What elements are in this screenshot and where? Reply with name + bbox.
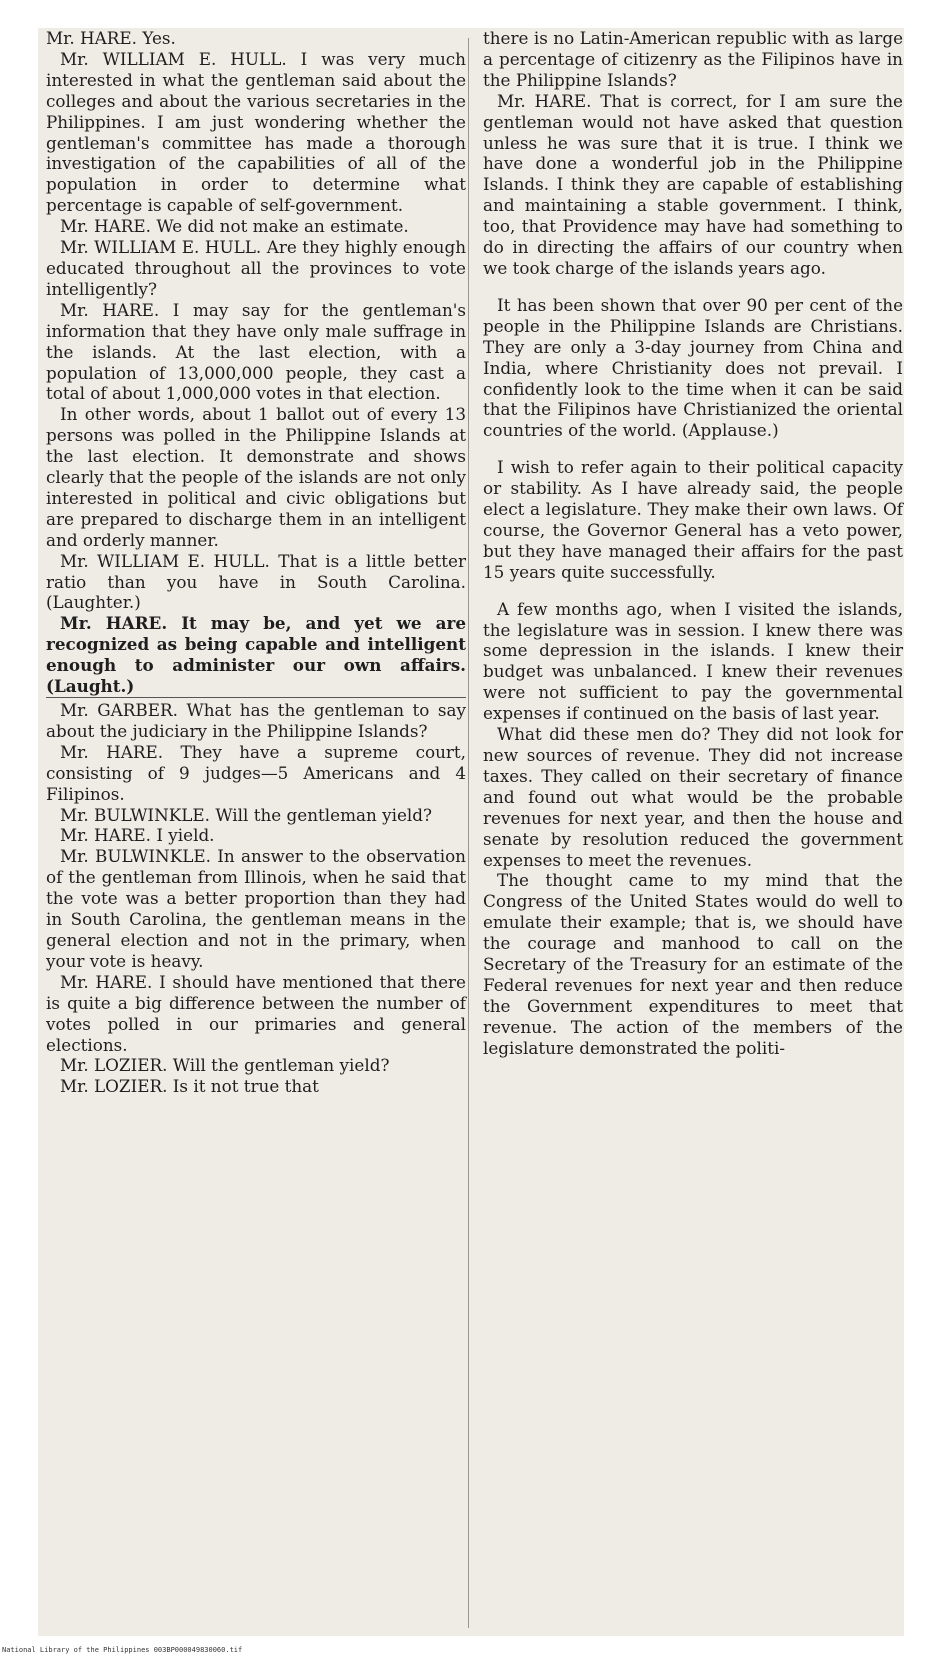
paragraph: It has been shown that over 90 per cent of the people in the Philippine Islands are Christians. They are only a 3-day journey from China and India, where Christianity does not prevail. I confidently look to the time when it can be said that the Filipinos have Christianized the oriental countries of the world. (Applause.) bbox=[483, 294, 903, 441]
column-divider bbox=[468, 38, 469, 1628]
paragraph: Mr. HARE. Yes. bbox=[46, 28, 176, 48]
paragraph: Mr. LOZIER. Will the gentleman yield? bbox=[60, 1055, 390, 1076]
newspaper-clipping bbox=[38, 28, 904, 1636]
paragraph: Mr. GARBER. What has the gentleman to say about the judiciary in the Philippine Islands? bbox=[46, 697, 466, 742]
right-column bbox=[483, 28, 903, 1059]
paragraph: Mr. LOZIER. Is it not true that bbox=[60, 1076, 319, 1097]
paragraph: Mr. WILLIAM E. HULL. That is a little better ratio than you have in South Carolina. (Laughter.) bbox=[46, 550, 466, 613]
paragraph: Mr. WILLIAM E. HULL. I was very much interested in what the gentleman said about the colleges and about the various secretaries in the Philippines. I am just wondering whether the gentleman's committee has made a thorough investigation of the capabilities of all of the population in order to determine what percentage is capable of self-government. bbox=[46, 48, 466, 216]
paragraph: Mr. BULWINKLE. In answer to the observation of the gentleman from Illinois, when he said that the vote was a better proportion than they had in South Carolina, the gentleman means in the general election and not in the primary, when your vote is heavy. bbox=[46, 846, 466, 971]
paragraph: there is no Latin-American republic with as large a percentage of citizenry as the Filipinos have in the Philippine Islands? bbox=[483, 28, 903, 90]
paragraph: A few months ago, when I visited the islands, the legislature was in session. I knew there was some depression in the islands. I knew their budget was unbalanced. I knew their revenues were not sufficient to pay the governmental expenses if continued on the basis of last year. bbox=[483, 598, 903, 724]
paragraph: Mr. HARE. I may say for the gentleman's information that they have only male suffrage in the islands. At the last election, with a population of 13,000,000 people, they cast a total of about 1,000,000 votes in that election. bbox=[46, 299, 466, 404]
paragraph: Mr. WILLIAM E. HULL. Are they highly enough educated throughout all the provinces to vote intelligently? bbox=[46, 237, 466, 299]
left-column bbox=[46, 28, 466, 1097]
paragraph: What did these men do? They did not look for new sources of revenue. They did not increase taxes. They called on their secretary of finance and found out what would be the probable revenues for next year, and then the house and senate by resolution reduced the government expenses to meet the revenues. bbox=[483, 724, 903, 870]
paragraph: In other words, about 1 ballot out of every 13 persons was polled in the Philippine Islands at the last election. It demonstrate and shows clearly that the people of the islands are not only interested in political and civic obligations but are prepared to discharge them in an intelligent and orderly manner. bbox=[46, 404, 466, 550]
paragraph: Mr. BULWINKLE. Will the gentleman yield? bbox=[60, 804, 433, 825]
paragraph: Mr. HARE. That is correct, for I am sure the gentleman would not have asked that question unless he was sure that it is true. I think we have done a wonderful job in the Philippine Islands. I think they are capable of establishing and maintaining a stable government. I think, too, that Providence may have had something to do in directing the affairs of our country when we took charge of the islands years ago. bbox=[483, 90, 903, 278]
paragraph: I wish to refer again to their political capacity or stability. As I have already said, the people elect a legislature. They make their own laws. Of course, the Governor General has a veto power, but they have managed their affairs for the past 15 years quite successfully. bbox=[483, 457, 903, 582]
paragraph: The thought came to my mind that the Congress of the United States would do well to emulate their example; that is, we should have the courage and manhood to call on the Secretary of the Treasury for an estimate of the Federal revenues for next year and then reduce the Government expenditures to meet that revenue. The action of the members of the legislature demonstrated the politi- bbox=[483, 870, 903, 1058]
paragraph: Mr. HARE. I yield. bbox=[60, 825, 215, 846]
archive-footer: National Library of the Philippines 003BP000049830060.tif bbox=[2, 1646, 243, 1654]
paragraph: Mr. HARE. I should have mentioned that there is quite a big difference between the number of votes polled in our primaries and general elections. bbox=[46, 971, 466, 1055]
paragraph: Mr. HARE. It may be, and yet we are recognized as being capable and intelligent enough to administer our own affairs. (Laught.) bbox=[46, 613, 466, 697]
paragraph: Mr. HARE. They have a supreme court, consisting of 9 judges—5 Americans and 4 Filipinos. bbox=[46, 741, 466, 804]
paragraph: Mr. HARE. We did not make an estimate. bbox=[60, 216, 409, 237]
